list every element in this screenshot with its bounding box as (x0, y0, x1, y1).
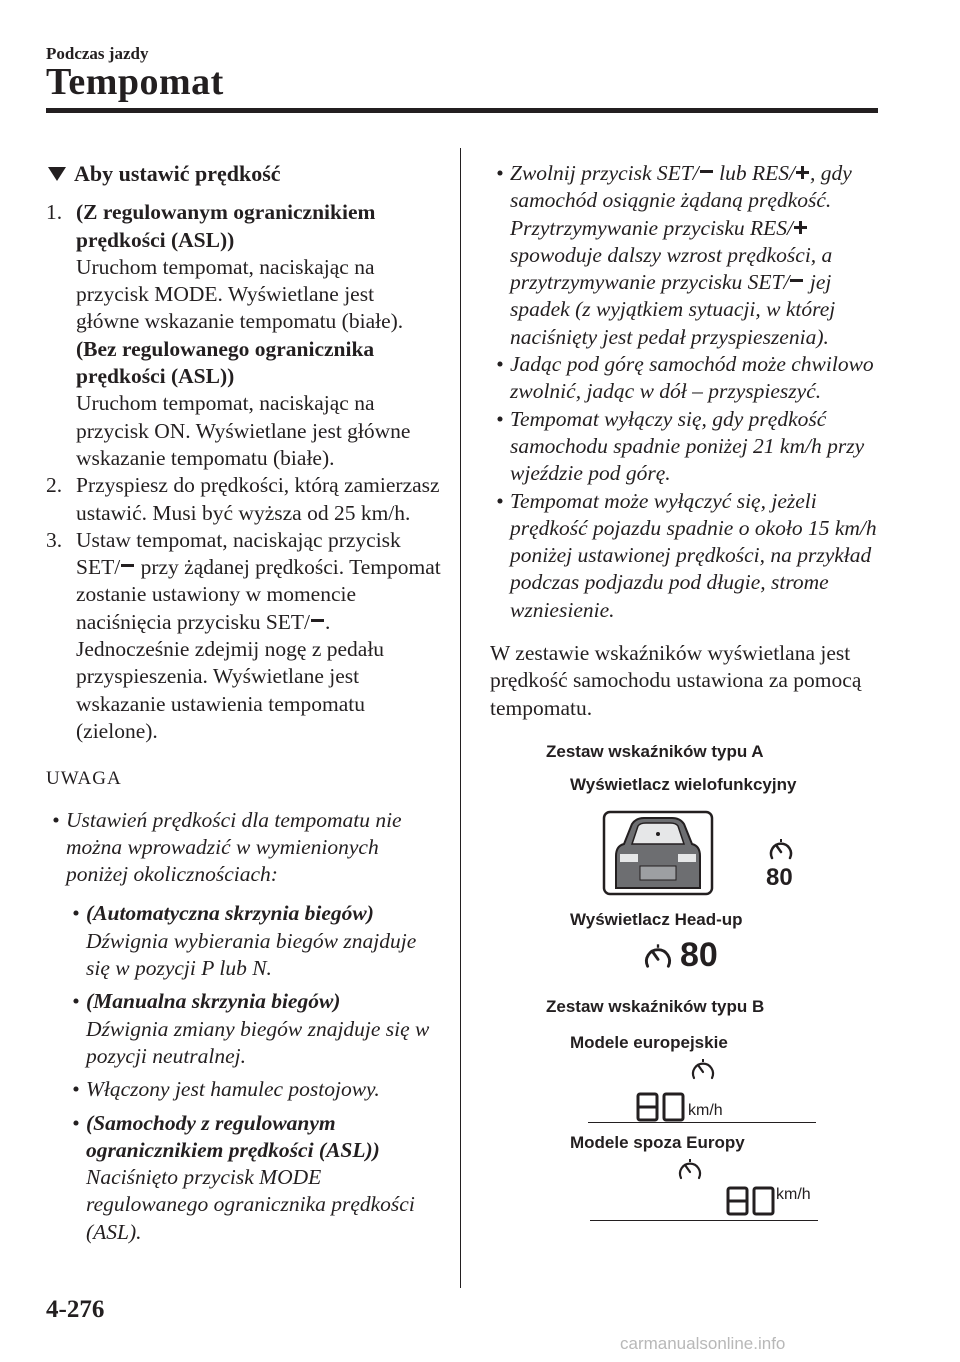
cruise-control-icon (690, 1058, 716, 1082)
speed-unit: km/h (688, 1102, 723, 1119)
speed-unit: km/h (776, 1186, 811, 1203)
segment-speed-80-icon (636, 1092, 686, 1122)
set-speed-value: 80 (766, 864, 793, 891)
figure-label-multi-display: Wyświetlacz wielofunkcyjny (570, 775, 797, 794)
list-item: • Tempomat może wyłączyć się, jeżeli prędkość pojazdu spadnie o około 15 km/h poniżej ustawionej prędkości, na przykład podczas podjazdu pod długie, strome wzniesienie. (496, 488, 877, 622)
figure-label-type-b: Zestaw wskaźników typu B (546, 997, 765, 1016)
car-icon (602, 810, 714, 896)
step-2: 2. Przyspiesz do prędkości, którą zamierzasz ustawić. Musi być wyższa od 25 km/h. (46, 473, 440, 525)
figure-label-type-a: Zestaw wskaźników typu A (546, 742, 764, 761)
list-item: • (Manualna skrzynia biegów) Dźwignia zmiany biegów znajduje się w pozycji neutralnej. (72, 989, 430, 1068)
minus-icon (121, 564, 134, 567)
note-list (66, 900, 442, 1246)
plus-icon (796, 166, 809, 179)
list-item: • Włączony jest hamulec postojowy. (72, 1077, 380, 1102)
plus-icon (794, 221, 807, 234)
right-notes (490, 160, 890, 624)
minus-icon (700, 170, 713, 173)
section-label: Podczas jazdy (46, 44, 149, 63)
list-item: • Zwolnij przycisk SET/ lub RES/ , gdy samochód osiągnie żądaną prędkość. Przytrzymywanie przycisku RES/ spowoduje dalszy wzrost prędkości, a przytrzymywanie przycisku SET/ jej spadek (z wyjątkiem sytuacji, w której naciśnięty jest pedał przyspieszenia). (496, 161, 852, 349)
minus-icon (311, 619, 324, 622)
note-title: UWAGA (46, 768, 122, 790)
title-rule (46, 108, 878, 113)
step-3: 3. Ustaw tempomat, naciskając przycisk SET/ przy żądanej prędkości. Tempomat zostanie ustawiony w momencie naciśnięcia przycisku SET/ . Jednocześnie zdejmij nogę z pedału przyspieszenia. Wyświetlane jest wskazanie ustawienia tempomatu (zielone). (46, 527, 441, 743)
watermark: carmanualsonline.info (620, 1334, 786, 1353)
left-column (46, 160, 442, 1246)
triangle-bullet-icon (48, 167, 66, 181)
page-number: 4-276 (46, 1296, 105, 1323)
list-item: • Jadąc pod górę samochód może chwilowo zwolnić, jadąc w dół – przyspieszyć. (496, 352, 874, 404)
segment-speed-80-icon (726, 1186, 776, 1216)
figure-label-eu-models: Modele europejskie (570, 1033, 728, 1052)
display-paragraph: W zestawie wskaźników wyświetlana jest prędkość samochodu ustawiona za pomocą tempomatu. (490, 641, 862, 720)
minus-icon (790, 279, 803, 282)
note-intro: • Ustawień prędkości dla tempomatu nie można wprowadzić w wymienionych poniżej okolicznościach: (52, 807, 402, 887)
column-divider (460, 148, 461, 1288)
cruise-control-icon (643, 943, 673, 971)
list-item: • Tempomat wyłączy się, gdy prędkość samochodu spadnie poniżej 21 km/h przy wjeździe pod górę. (496, 406, 865, 486)
divider-line (588, 1122, 816, 1123)
figure-label-hud: Wyświetlacz Head-up (570, 910, 743, 929)
right-column (490, 160, 890, 722)
hud-speed-value: 80 (680, 936, 718, 974)
step-1: 1. (Z regulowanym ogranicznikiem prędkości (ASL)) Uruchom tempomat, naciskając na przycisk MODE. Wyświetlane jest główne wskazanie tempomatu (białe). (Bez regulowanego ogranicznika prędkości (ASL)) Uruchom tempomat, naciskając na przycisk ON. Wyświetlane jest główne wskazanie tempomatu (białe). (46, 200, 411, 470)
list-item: • (Automatyczna skrzynia biegów) Dźwignia wybierania biegów znajduje się w pozycji P lub N. (72, 901, 417, 981)
list-item: • (Samochody z regulowanym ogranicznikiem prędkości (ASL)) Naciśnięto przycisk MODE regulowanego ogranicznika prędkości (ASL). (72, 1110, 415, 1244)
cruise-control-icon (677, 1158, 703, 1182)
section-heading: Aby ustawić prędkość (46, 160, 442, 187)
cruise-control-icon (768, 838, 794, 862)
figure-label-non-eu-models: Modele spoza Europy (570, 1133, 745, 1152)
page-title: Tempomat (46, 61, 224, 103)
divider-line (590, 1220, 818, 1221)
